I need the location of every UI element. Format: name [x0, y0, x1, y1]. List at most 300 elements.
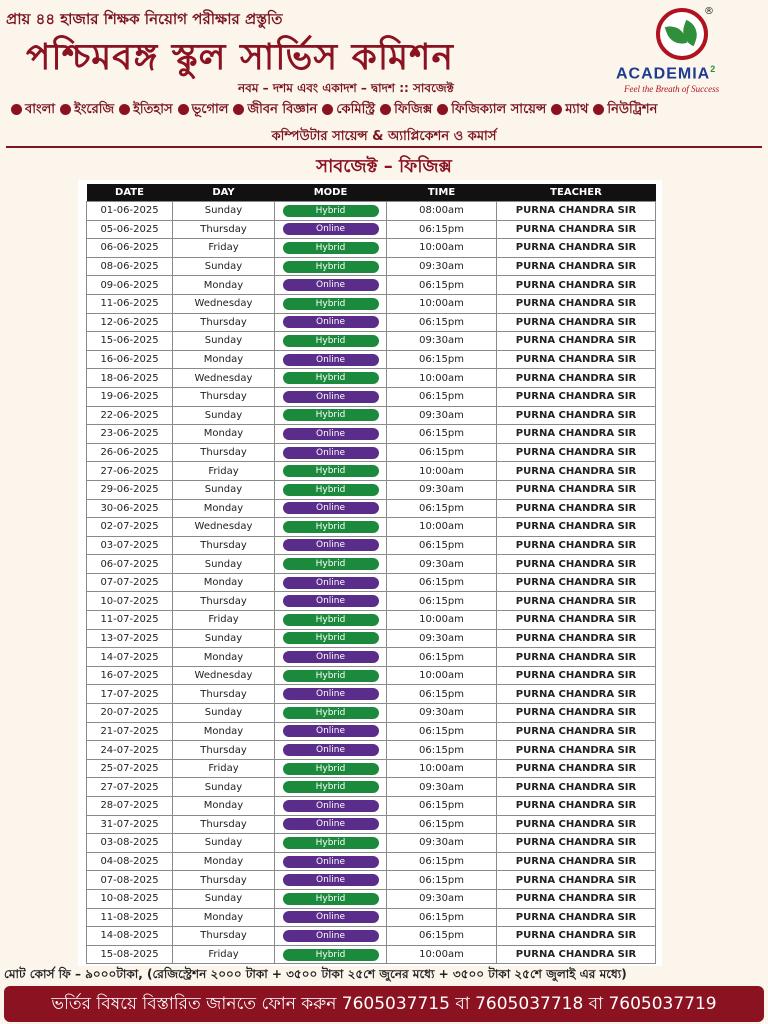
subject-item: ফিজিক্স: [394, 102, 433, 117]
teacher-cell: PURNA CHANDRA SIR: [497, 350, 656, 369]
table-row: [87, 927, 656, 946]
time-cell: 09:30am: [387, 704, 497, 723]
mode-badge: Online: [283, 651, 379, 663]
time-cell: 09:30am: [387, 406, 497, 425]
mode-cell: [275, 573, 387, 592]
mode-badge: Online: [283, 800, 379, 812]
date-cell: 22-06-2025: [87, 406, 173, 425]
mode-cell: [275, 220, 387, 239]
date-cell: 16-06-2025: [87, 350, 173, 369]
date-cell: 24-07-2025: [87, 741, 173, 760]
leaf-icon: [656, 8, 708, 60]
date-cell: 07-07-2025: [87, 573, 173, 592]
time-cell: 06:15pm: [387, 871, 497, 890]
mode-badge: Hybrid: [283, 205, 379, 217]
bullet-icon: [551, 104, 562, 115]
day-cell: Sunday: [173, 889, 275, 908]
day-cell: Wednesday: [173, 518, 275, 537]
header-time: TIME: [387, 184, 497, 202]
time-cell: 06:15pm: [387, 815, 497, 834]
mode-cell: [275, 908, 387, 927]
header-date: DATE: [87, 184, 173, 202]
table-row: [87, 518, 656, 537]
bullet-icon: [178, 104, 189, 115]
date-cell: 14-08-2025: [87, 927, 173, 946]
time-cell: 06:15pm: [387, 685, 497, 704]
day-cell: Monday: [173, 797, 275, 816]
mode-cell: [275, 536, 387, 555]
table-row: [87, 313, 656, 332]
table-row: [87, 257, 656, 276]
day-cell: Thursday: [173, 815, 275, 834]
time-cell: 06:15pm: [387, 797, 497, 816]
date-cell: 27-07-2025: [87, 778, 173, 797]
mode-badge: Online: [283, 930, 379, 942]
teacher-cell: PURNA CHANDRA SIR: [497, 797, 656, 816]
mode-badge: Hybrid: [283, 781, 379, 793]
date-cell: 11-06-2025: [87, 294, 173, 313]
mode-cell: [275, 648, 387, 667]
mode-badge: Online: [283, 279, 379, 291]
mode-badge: Online: [283, 688, 379, 700]
mode-cell: [275, 294, 387, 313]
subject-title: সাবজেক্ট – ফিজিক্স: [316, 156, 452, 177]
table-row: [87, 666, 656, 685]
logo-tagline: Feel the Breath of Success: [624, 84, 720, 94]
day-cell: Friday: [173, 945, 275, 964]
mode-badge: Hybrid: [283, 614, 379, 626]
mode-badge: Hybrid: [283, 409, 379, 421]
time-cell: 10:00am: [387, 369, 497, 388]
mode-badge: Online: [283, 911, 379, 923]
mode-cell: [275, 387, 387, 406]
day-cell: Sunday: [173, 202, 275, 221]
mode-badge: Hybrid: [283, 335, 379, 347]
table-row: [87, 350, 656, 369]
teacher-cell: PURNA CHANDRA SIR: [497, 239, 656, 258]
day-cell: Monday: [173, 499, 275, 518]
teacher-cell: PURNA CHANDRA SIR: [497, 332, 656, 351]
teacher-cell: PURNA CHANDRA SIR: [497, 257, 656, 276]
table-row: [87, 387, 656, 406]
day-cell: Monday: [173, 852, 275, 871]
mode-badge: Online: [283, 725, 379, 737]
time-cell: 06:15pm: [387, 350, 497, 369]
day-cell: Sunday: [173, 555, 275, 574]
mode-badge: Hybrid: [283, 670, 379, 682]
mode-badge: Hybrid: [283, 521, 379, 533]
date-cell: 31-07-2025: [87, 815, 173, 834]
teacher-cell: PURNA CHANDRA SIR: [497, 834, 656, 853]
date-cell: 07-08-2025: [87, 871, 173, 890]
day-cell: Monday: [173, 276, 275, 295]
fee-line: মোট কোর্স ফি – ৯০০০টাকা, (রেজিস্ট্রেশন ২০০০ টাকা + ৩৫০০ টাকা ২৫শে জুনের মধ্যে + ৩৫০০ টাকা ২৫শে জুলাই এর মধ্যে): [4, 967, 627, 981]
mode-badge: Hybrid: [283, 484, 379, 496]
teacher-cell: PURNA CHANDRA SIR: [497, 443, 656, 462]
teacher-cell: PURNA CHANDRA SIR: [497, 462, 656, 481]
teacher-cell: PURNA CHANDRA SIR: [497, 313, 656, 332]
time-cell: 09:30am: [387, 889, 497, 908]
mode-cell: [275, 369, 387, 388]
date-cell: 20-07-2025: [87, 704, 173, 723]
teacher-cell: PURNA CHANDRA SIR: [497, 629, 656, 648]
time-cell: 06:15pm: [387, 852, 497, 871]
time-cell: 10:00am: [387, 294, 497, 313]
mode-cell: [275, 834, 387, 853]
day-cell: Wednesday: [173, 666, 275, 685]
date-cell: 18-06-2025: [87, 369, 173, 388]
time-cell: 10:00am: [387, 518, 497, 537]
table-row: [87, 443, 656, 462]
subject-list: [6, 100, 762, 121]
teacher-cell: PURNA CHANDRA SIR: [497, 889, 656, 908]
mode-cell: [275, 518, 387, 537]
table-row: [87, 852, 656, 871]
teacher-cell: PURNA CHANDRA SIR: [497, 611, 656, 630]
teacher-cell: PURNA CHANDRA SIR: [497, 945, 656, 964]
subject-item: ভূগোল: [191, 102, 229, 117]
time-cell: 10:00am: [387, 239, 497, 258]
day-cell: Wednesday: [173, 294, 275, 313]
date-cell: 03-08-2025: [87, 834, 173, 853]
day-cell: Sunday: [173, 257, 275, 276]
day-cell: Sunday: [173, 480, 275, 499]
day-cell: Sunday: [173, 332, 275, 351]
time-cell: 06:15pm: [387, 722, 497, 741]
teacher-cell: PURNA CHANDRA SIR: [497, 778, 656, 797]
mode-cell: [275, 797, 387, 816]
day-cell: Monday: [173, 722, 275, 741]
date-cell: 02-07-2025: [87, 518, 173, 537]
day-cell: Friday: [173, 759, 275, 778]
top-line: প্রায় ৪৪ হাজার শিক্ষক নিয়োগ পরীক্ষার প্রস্তুতি: [6, 10, 283, 28]
mode-cell: [275, 443, 387, 462]
date-cell: 15-08-2025: [87, 945, 173, 964]
table-row: [87, 778, 656, 797]
mode-cell: [275, 350, 387, 369]
page-title: পশ্চিমবঙ্গ স্কুল সার্ভিস কমিশন: [26, 37, 454, 78]
teacher-cell: PURNA CHANDRA SIR: [497, 908, 656, 927]
date-cell: 29-06-2025: [87, 480, 173, 499]
registered-mark: ®: [704, 6, 714, 17]
date-cell: 16-07-2025: [87, 666, 173, 685]
mode-cell: [275, 871, 387, 890]
time-cell: 06:15pm: [387, 313, 497, 332]
day-cell: Monday: [173, 425, 275, 444]
teacher-cell: PURNA CHANDRA SIR: [497, 666, 656, 685]
mode-badge: Hybrid: [283, 242, 379, 254]
teacher-cell: PURNA CHANDRA SIR: [497, 648, 656, 667]
teacher-cell: PURNA CHANDRA SIR: [497, 406, 656, 425]
mode-badge: Hybrid: [283, 372, 379, 384]
time-cell: 10:00am: [387, 462, 497, 481]
date-cell: 30-06-2025: [87, 499, 173, 518]
date-cell: 19-06-2025: [87, 387, 173, 406]
day-cell: Monday: [173, 573, 275, 592]
subject-item: জীবন বিজ্ঞান: [247, 102, 318, 117]
teacher-cell: PURNA CHANDRA SIR: [497, 759, 656, 778]
day-cell: Sunday: [173, 704, 275, 723]
mode-cell: [275, 592, 387, 611]
mode-badge: Online: [283, 818, 379, 830]
table-row: [87, 239, 656, 258]
subject-item: বাংলা: [25, 102, 56, 117]
time-cell: 10:00am: [387, 945, 497, 964]
subject-list-line2: কম্পিউটার সায়েন্স & অ্যাপ্লিকেশন ও কমার্স: [271, 129, 497, 144]
table-row: [87, 871, 656, 890]
table-row: [87, 704, 656, 723]
mode-cell: [275, 704, 387, 723]
day-cell: Thursday: [173, 387, 275, 406]
time-cell: 09:30am: [387, 778, 497, 797]
table-row: [87, 536, 656, 555]
subject-item: ইতিহাস: [133, 102, 173, 117]
mode-cell: [275, 815, 387, 834]
time-cell: 10:00am: [387, 611, 497, 630]
day-cell: Monday: [173, 350, 275, 369]
day-cell: Sunday: [173, 834, 275, 853]
mode-badge: Hybrid: [283, 261, 379, 273]
table-row: [87, 480, 656, 499]
teacher-cell: PURNA CHANDRA SIR: [497, 220, 656, 239]
date-cell: 06-07-2025: [87, 555, 173, 574]
day-cell: Thursday: [173, 313, 275, 332]
bullet-icon: [380, 104, 391, 115]
table-row: [87, 611, 656, 630]
mode-cell: [275, 927, 387, 946]
teacher-cell: PURNA CHANDRA SIR: [497, 871, 656, 890]
divider: [6, 146, 762, 148]
contact-footer: ভর্তির বিষয়ে বিস্তারিত জানতে ফোন করুন 7605037715 বা 7605037718 বা 7605037719: [4, 986, 764, 1022]
header-mode: MODE: [275, 184, 387, 202]
date-cell: 04-08-2025: [87, 852, 173, 871]
date-cell: 01-06-2025: [87, 202, 173, 221]
mode-badge: Hybrid: [283, 465, 379, 477]
mode-badge: Online: [283, 577, 379, 589]
day-cell: Friday: [173, 462, 275, 481]
time-cell: 06:15pm: [387, 536, 497, 555]
table-row: [87, 276, 656, 295]
time-cell: 09:30am: [387, 332, 497, 351]
table-row: [87, 797, 656, 816]
day-cell: Monday: [173, 648, 275, 667]
mode-cell: [275, 313, 387, 332]
teacher-cell: PURNA CHANDRA SIR: [497, 592, 656, 611]
mode-cell: [275, 685, 387, 704]
time-cell: 06:15pm: [387, 499, 497, 518]
table-row: [87, 573, 656, 592]
teacher-cell: PURNA CHANDRA SIR: [497, 202, 656, 221]
bullet-icon: [322, 104, 333, 115]
time-cell: 06:15pm: [387, 592, 497, 611]
academia-logo: [612, 6, 762, 98]
time-cell: 06:15pm: [387, 927, 497, 946]
table-row: [87, 462, 656, 481]
teacher-cell: PURNA CHANDRA SIR: [497, 276, 656, 295]
date-cell: 15-06-2025: [87, 332, 173, 351]
mode-cell: [275, 406, 387, 425]
mode-cell: [275, 276, 387, 295]
date-cell: 23-06-2025: [87, 425, 173, 444]
mode-cell: [275, 759, 387, 778]
table-row: [87, 425, 656, 444]
teacher-cell: PURNA CHANDRA SIR: [497, 480, 656, 499]
date-cell: 11-08-2025: [87, 908, 173, 927]
mode-badge: Online: [283, 502, 379, 514]
subject-item: ম্যাথ: [565, 102, 589, 117]
date-cell: 26-06-2025: [87, 443, 173, 462]
date-cell: 13-07-2025: [87, 629, 173, 648]
day-cell: Friday: [173, 239, 275, 258]
day-cell: Thursday: [173, 443, 275, 462]
mode-badge: Online: [283, 391, 379, 403]
time-cell: 06:15pm: [387, 387, 497, 406]
time-cell: 09:30am: [387, 834, 497, 853]
mode-cell: [275, 945, 387, 964]
bullet-icon: [119, 104, 130, 115]
mode-cell: [275, 425, 387, 444]
mode-cell: [275, 257, 387, 276]
table-row: [87, 759, 656, 778]
subject-item: ইংরেজি: [74, 102, 115, 117]
teacher-cell: PURNA CHANDRA SIR: [497, 369, 656, 388]
teacher-cell: PURNA CHANDRA SIR: [497, 425, 656, 444]
time-cell: 06:15pm: [387, 220, 497, 239]
schedule-table: [86, 184, 656, 964]
time-cell: 06:15pm: [387, 648, 497, 667]
teacher-cell: PURNA CHANDRA SIR: [497, 499, 656, 518]
bullet-icon: [437, 104, 448, 115]
date-cell: 05-06-2025: [87, 220, 173, 239]
mode-cell: [275, 741, 387, 760]
teacher-cell: PURNA CHANDRA SIR: [497, 704, 656, 723]
time-cell: 06:15pm: [387, 425, 497, 444]
table-row: [87, 945, 656, 964]
day-cell: Thursday: [173, 685, 275, 704]
mode-cell: [275, 555, 387, 574]
day-cell: Thursday: [173, 220, 275, 239]
subject-item: নিউট্রিশন: [607, 102, 658, 117]
mode-cell: [275, 852, 387, 871]
table-row: [87, 722, 656, 741]
mode-badge: Hybrid: [283, 298, 379, 310]
day-cell: Friday: [173, 611, 275, 630]
mode-badge: Online: [283, 447, 379, 459]
table-row: [87, 685, 656, 704]
day-cell: Thursday: [173, 741, 275, 760]
mode-badge: Online: [283, 354, 379, 366]
subject-item: ফিজিক্যাল সায়েন্স: [451, 102, 547, 117]
mode-badge: Hybrid: [283, 893, 379, 905]
logo-name: ACADEMIA$^2$: [616, 64, 717, 83]
teacher-cell: PURNA CHANDRA SIR: [497, 555, 656, 574]
day-cell: Wednesday: [173, 369, 275, 388]
time-cell: 10:00am: [387, 759, 497, 778]
table-row: [87, 332, 656, 351]
mode-cell: [275, 332, 387, 351]
header-teacher: TEACHER: [497, 184, 656, 202]
table-row: [87, 499, 656, 518]
table-row: [87, 294, 656, 313]
subject-item: কেমিস্ট্রি: [336, 102, 376, 117]
bullet-icon: [233, 104, 244, 115]
mode-badge: Online: [283, 856, 379, 868]
time-cell: 06:15pm: [387, 276, 497, 295]
mode-badge: Online: [283, 316, 379, 328]
bullet-icon: [593, 104, 604, 115]
time-cell: 08:00am: [387, 202, 497, 221]
teacher-cell: PURNA CHANDRA SIR: [497, 852, 656, 871]
date-cell: 14-07-2025: [87, 648, 173, 667]
date-cell: 08-06-2025: [87, 257, 173, 276]
date-cell: 09-06-2025: [87, 276, 173, 295]
time-cell: 09:30am: [387, 257, 497, 276]
table-row: [87, 555, 656, 574]
teacher-cell: PURNA CHANDRA SIR: [497, 722, 656, 741]
schedule-table-container: [78, 180, 662, 966]
time-cell: 09:30am: [387, 555, 497, 574]
day-cell: Sunday: [173, 778, 275, 797]
mode-badge: Hybrid: [283, 949, 379, 961]
day-cell: Sunday: [173, 406, 275, 425]
mode-badge: Hybrid: [283, 632, 379, 644]
mode-badge: Hybrid: [283, 558, 379, 570]
day-cell: Thursday: [173, 871, 275, 890]
date-cell: 27-06-2025: [87, 462, 173, 481]
date-cell: 10-07-2025: [87, 592, 173, 611]
mode-cell: [275, 666, 387, 685]
mode-cell: [275, 499, 387, 518]
table-row: [87, 834, 656, 853]
teacher-cell: PURNA CHANDRA SIR: [497, 387, 656, 406]
time-cell: 06:15pm: [387, 573, 497, 592]
table-row: [87, 629, 656, 648]
mode-badge: Online: [283, 539, 379, 551]
time-cell: 06:15pm: [387, 443, 497, 462]
teacher-cell: PURNA CHANDRA SIR: [497, 573, 656, 592]
day-cell: Thursday: [173, 927, 275, 946]
time-cell: 09:30am: [387, 629, 497, 648]
date-cell: 03-07-2025: [87, 536, 173, 555]
table-row: [87, 648, 656, 667]
teacher-cell: PURNA CHANDRA SIR: [497, 518, 656, 537]
mode-badge: Online: [283, 428, 379, 440]
mode-cell: [275, 462, 387, 481]
date-cell: 11-07-2025: [87, 611, 173, 630]
bullet-icon: [11, 104, 22, 115]
class-line: নবম – দশম এবং একাদশ – দ্বাদশ :: সাবজেক্ট: [238, 81, 454, 95]
mode-cell: [275, 480, 387, 499]
mode-cell: [275, 722, 387, 741]
day-cell: Monday: [173, 908, 275, 927]
day-cell: Sunday: [173, 629, 275, 648]
table-row: [87, 406, 656, 425]
teacher-cell: PURNA CHANDRA SIR: [497, 685, 656, 704]
header-day: DAY: [173, 184, 275, 202]
teacher-cell: PURNA CHANDRA SIR: [497, 536, 656, 555]
mode-badge: Hybrid: [283, 837, 379, 849]
time-cell: 06:15pm: [387, 741, 497, 760]
teacher-cell: PURNA CHANDRA SIR: [497, 294, 656, 313]
mode-badge: Hybrid: [283, 707, 379, 719]
date-cell: 10-08-2025: [87, 889, 173, 908]
table-row: [87, 369, 656, 388]
day-cell: Thursday: [173, 592, 275, 611]
table-row: [87, 592, 656, 611]
time-cell: 09:30am: [387, 480, 497, 499]
mode-cell: [275, 239, 387, 258]
mode-badge: Hybrid: [283, 763, 379, 775]
